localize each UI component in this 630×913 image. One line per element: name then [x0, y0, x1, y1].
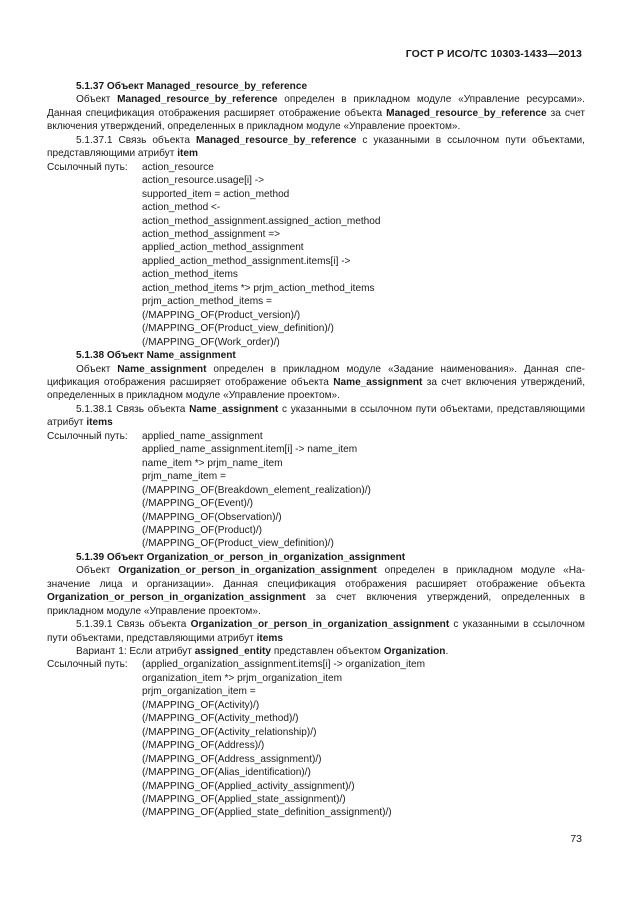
path-line: (/MAPPING_OF(Product_view_definition)/) [142, 323, 334, 335]
path-line: (/MAPPING_OF(Address_assignment)/) [142, 753, 322, 765]
path-line: prjm_action_method_items = [142, 296, 272, 308]
path-line: action_method_assignment => [142, 228, 281, 240]
section-heading: 5.1.38 Объект Name_assignment [76, 350, 236, 362]
reference-path-lines [142, 161, 585, 349]
section-heading: 5.1.39 Объект Organization_or_person_in_organization_assignment [76, 551, 406, 563]
path-line: action_resource.usage[i] -> [142, 175, 265, 187]
path-line: (applied_organization_assignment.items[i] -> organization_item [142, 659, 426, 671]
path-line: (/MAPPING_OF(Activity)/) [142, 699, 260, 711]
path-line: action_method_items *> prjm_action_method_items [142, 282, 375, 294]
path-line: (/MAPPING_OF(Product)/) [142, 524, 263, 536]
document-body [47, 80, 585, 820]
page-number: 73 [570, 833, 582, 845]
path-line: name_item *> prjm_name_item [142, 457, 283, 469]
path-line: applied_action_method_assignment.items[i] -> [142, 255, 351, 267]
path-line: (/MAPPING_OF(Observation)/) [142, 511, 282, 523]
reference-path-label: Ссылочный путь: [47, 659, 128, 671]
path-line: action_method <- [142, 202, 221, 214]
path-line: (/MAPPING_OF(Address)/) [142, 740, 265, 752]
path-line: organization_item *> prjm_organization_item [142, 672, 343, 684]
path-line: (/MAPPING_OF(Applied_state_definition_assignment)/) [142, 807, 392, 819]
paragraph: Объект Name_assignment определен в прикладном модуле «Задание наименования». Данная спецификация отображения расширяет отображение объекта Name_assignment за счет включения утверждений, определенных в прикладном модуле «Управление проектом». [47, 363, 585, 402]
reference-path [47, 658, 585, 819]
path-line: (/MAPPING_OF(Product_version)/) [142, 309, 301, 321]
reference-path-label: Ссылочный путь: [47, 161, 128, 173]
path-line: action_resource [142, 161, 214, 173]
path-line: (/MAPPING_OF(Activity_relationship)/) [142, 726, 317, 738]
reference-path [47, 161, 585, 349]
path-line: (/MAPPING_OF(Applied_activity_assignment)/) [142, 780, 355, 792]
path-line: (/MAPPING_OF(Alias_identification)/) [142, 767, 311, 779]
path-line: prjm_name_item = [142, 471, 226, 483]
path-line: (/MAPPING_OF(Applied_state_assignment)/) [142, 794, 346, 806]
path-line: (/MAPPING_OF(Work_order)/) [142, 336, 280, 348]
paragraph: 5.1.38.1 Связь объекта Name_assignment с указанными в ссылочном пути объектами, представляющими атрибут items [47, 403, 585, 429]
path-line: (/MAPPING_OF(Activity_method)/) [142, 713, 299, 725]
path-line: applied_action_method_assignment [142, 242, 304, 254]
reference-path-lines [142, 658, 585, 819]
path-line: action_method_assignment.assigned_action_method [142, 215, 381, 227]
paragraph: Вариант 1: Если атрибут assigned_entity представлен объектом Organization. [76, 646, 449, 658]
path-line: (/MAPPING_OF(Breakdown_element_realization)/) [142, 484, 371, 496]
reference-path-label: Ссылочный путь: [47, 430, 128, 442]
path-line: (/MAPPING_OF(Product_view_definition)/) [142, 538, 334, 550]
paragraph: 5.1.39.1 Связь объекта Organization_or_person_in_organization_assignment с указанными в ссылочном пути объектами, представляющими атрибут items [47, 619, 585, 644]
paragraph: Объект Managed_resource_by_reference определен в прикладном модуле «Управление ресурсами». Данная спецификация отображения расширяет отображение объекта Managed_resource_by_reference за счет включения утверждений, определенных в прикладном модуле «Управление проектом». [47, 94, 585, 133]
reference-path-lines [142, 430, 585, 551]
document-header: ГОСТ Р ИСО/ТС 10303-1433—2013 [405, 48, 582, 60]
paragraph: Объект Organization_or_person_in_organization_assignment определен в прикладном модуле «Назначение лица и организации». Данная спецификация отображения расширяет отображение объекта Organization_or_person_in_organization_assignment за счет включения утверждений, определенных в прикладном модуле «Управление проектом». [47, 565, 585, 617]
path-line: action_method_items [142, 269, 238, 281]
path-line: (/MAPPING_OF(Event)/) [142, 498, 254, 510]
paragraph: 5.1.37.1 Связь объекта Managed_resource_by_reference с указанными в ссылочном пути объектами, представляющими атрибут item [47, 134, 585, 160]
path-line: applied_name_assignment.item[i] -> name_item [142, 444, 358, 456]
path-line: prjm_organization_item = [142, 686, 256, 698]
reference-path [47, 430, 585, 551]
path-line: applied_name_assignment [142, 430, 263, 442]
path-line: supported_item = action_method [142, 188, 290, 200]
section-heading: 5.1.37 Объект Managed_resource_by_reference [76, 81, 308, 92]
